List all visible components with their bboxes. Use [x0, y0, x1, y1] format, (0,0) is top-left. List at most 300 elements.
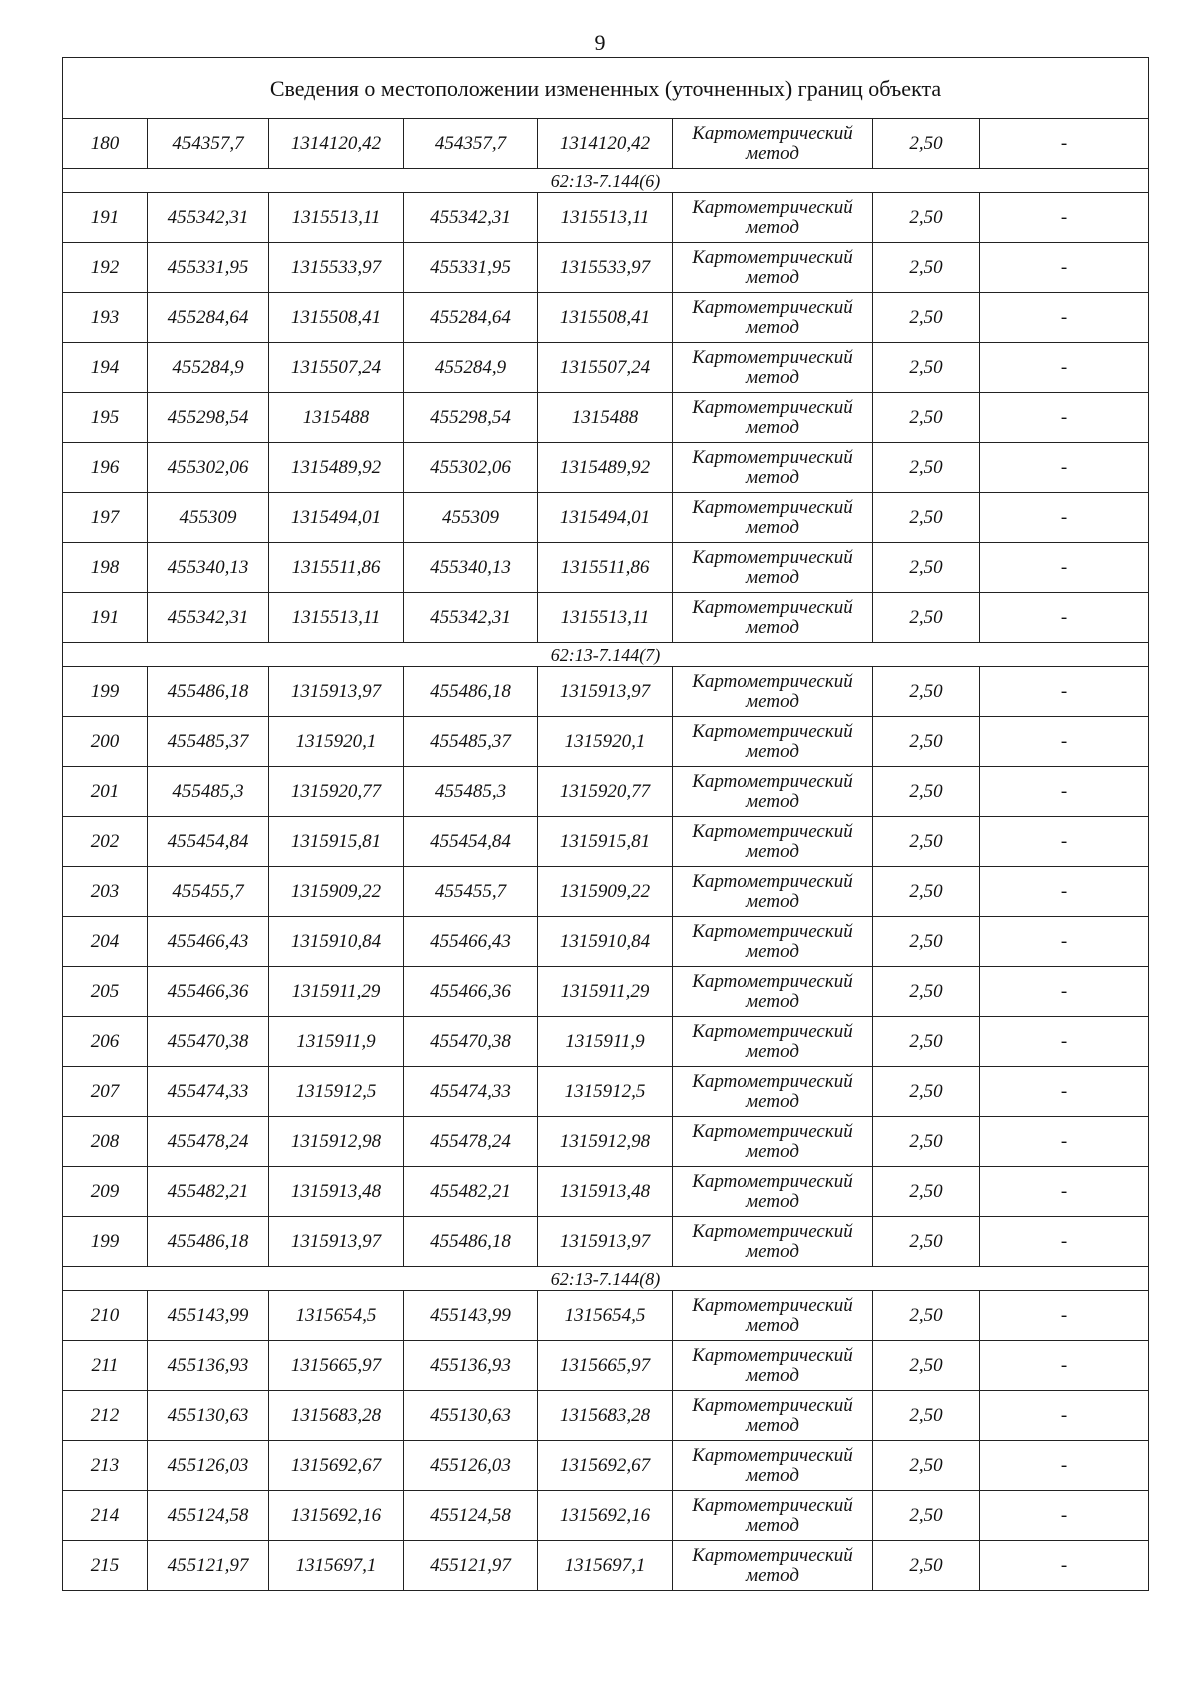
- table-row: [63, 119, 1149, 169]
- y-refined-cell: 1315911,9: [538, 1017, 673, 1067]
- x-existing-cell: 455284,64: [148, 293, 269, 343]
- x-refined-cell: 455485,3: [404, 767, 538, 817]
- description-cell: -: [980, 917, 1149, 967]
- description-cell: -: [980, 119, 1149, 169]
- table-row: [63, 1067, 1149, 1117]
- x-refined-cell: 454357,7: [404, 119, 538, 169]
- y-existing-cell: 1315915,81: [269, 817, 404, 867]
- point-number-cell: 208: [63, 1117, 148, 1167]
- x-refined-cell: 455342,31: [404, 593, 538, 643]
- description-cell: -: [980, 543, 1149, 593]
- y-refined-cell: 1315494,01: [538, 493, 673, 543]
- method-line-1: Картометрический: [692, 670, 853, 692]
- description-cell: -: [980, 443, 1149, 493]
- point-number-cell: 199: [63, 1217, 148, 1267]
- table-row: [63, 967, 1149, 1017]
- method-cell: [673, 1541, 873, 1591]
- y-existing-cell: 1315683,28: [269, 1391, 404, 1441]
- point-number-cell: 202: [63, 817, 148, 867]
- description-cell: -: [980, 767, 1149, 817]
- x-existing-cell: 455126,03: [148, 1441, 269, 1491]
- x-existing-cell: 455470,38: [148, 1017, 269, 1067]
- x-existing-cell: 455130,63: [148, 1391, 269, 1441]
- method-line-1: Картометрический: [692, 1170, 853, 1192]
- x-refined-cell: 455485,37: [404, 717, 538, 767]
- method-line-2: метод: [746, 616, 799, 638]
- method-cell: [673, 493, 873, 543]
- description-cell: -: [980, 1217, 1149, 1267]
- point-number-cell: 215: [63, 1541, 148, 1591]
- section-label: 62:13-7.144(8): [63, 1267, 1149, 1291]
- y-refined-cell: 1315513,11: [538, 193, 673, 243]
- y-refined-cell: 1315909,22: [538, 867, 673, 917]
- table-row: [63, 1117, 1149, 1167]
- y-refined-cell: 1315920,77: [538, 767, 673, 817]
- point-number-cell: 197: [63, 493, 148, 543]
- description-cell: -: [980, 667, 1149, 717]
- x-existing-cell: 455454,84: [148, 817, 269, 867]
- method-line-1: Картометрический: [692, 1070, 853, 1092]
- method-line-1: Картометрический: [692, 1544, 853, 1566]
- point-number-cell: 195: [63, 393, 148, 443]
- x-existing-cell: 455331,95: [148, 243, 269, 293]
- method-line-2: метод: [746, 316, 799, 338]
- x-refined-cell: 455130,63: [404, 1391, 538, 1441]
- method-line-1: Картометрический: [692, 1494, 853, 1516]
- method-line-1: Картометрический: [692, 246, 853, 268]
- description-cell: -: [980, 1391, 1149, 1441]
- accuracy-cell: 2,50: [873, 1441, 980, 1491]
- accuracy-cell: 2,50: [873, 193, 980, 243]
- table-row: [63, 1391, 1149, 1441]
- method-line-2: метод: [746, 790, 799, 812]
- y-existing-cell: 1315910,84: [269, 917, 404, 967]
- point-number-cell: 209: [63, 1167, 148, 1217]
- method-line-1: Картометрический: [692, 496, 853, 518]
- method-line-1: Картометрический: [692, 820, 853, 842]
- method-line-1: Картометрический: [692, 596, 853, 618]
- point-number-cell: 193: [63, 293, 148, 343]
- x-refined-cell: 455454,84: [404, 817, 538, 867]
- y-existing-cell: 1315513,11: [269, 593, 404, 643]
- method-cell: [673, 243, 873, 293]
- y-existing-cell: 1315697,1: [269, 1541, 404, 1591]
- point-number-cell: 211: [63, 1341, 148, 1391]
- y-existing-cell: 1315665,97: [269, 1341, 404, 1391]
- table-row: [63, 717, 1149, 767]
- method-cell: [673, 1441, 873, 1491]
- description-cell: -: [980, 867, 1149, 917]
- y-existing-cell: 1315489,92: [269, 443, 404, 493]
- x-refined-cell: 455126,03: [404, 1441, 538, 1491]
- point-number-cell: 200: [63, 717, 148, 767]
- x-refined-cell: 455466,36: [404, 967, 538, 1017]
- table-row: [63, 1491, 1149, 1541]
- accuracy-cell: 2,50: [873, 1217, 980, 1267]
- accuracy-cell: 2,50: [873, 119, 980, 169]
- y-refined-cell: 1315508,41: [538, 293, 673, 343]
- method-line-2: метод: [746, 466, 799, 488]
- method-line-1: Картометрический: [692, 122, 853, 144]
- x-refined-cell: 455466,43: [404, 917, 538, 967]
- x-refined-cell: 455284,64: [404, 293, 538, 343]
- table-row: [63, 1441, 1149, 1491]
- method-line-1: Картометрический: [692, 1120, 853, 1142]
- description-cell: -: [980, 1341, 1149, 1391]
- x-existing-cell: 455124,58: [148, 1491, 269, 1541]
- coordinates-table: [62, 57, 1149, 1591]
- description-cell: -: [980, 593, 1149, 643]
- method-line-2: метод: [746, 1464, 799, 1486]
- method-line-2: метод: [746, 1090, 799, 1112]
- y-refined-cell: 1315513,11: [538, 593, 673, 643]
- x-refined-cell: 455470,38: [404, 1017, 538, 1067]
- method-line-2: метод: [746, 216, 799, 238]
- table-row: [63, 817, 1149, 867]
- y-refined-cell: 1315911,29: [538, 967, 673, 1017]
- method-cell: [673, 1217, 873, 1267]
- y-refined-cell: 1315511,86: [538, 543, 673, 593]
- x-refined-cell: 455482,21: [404, 1167, 538, 1217]
- accuracy-cell: 2,50: [873, 293, 980, 343]
- y-refined-cell: 1315913,48: [538, 1167, 673, 1217]
- section-row: [63, 643, 1149, 667]
- description-cell: -: [980, 1491, 1149, 1541]
- description-cell: -: [980, 1167, 1149, 1217]
- table-row: [63, 593, 1149, 643]
- x-refined-cell: 455474,33: [404, 1067, 538, 1117]
- x-existing-cell: 455136,93: [148, 1341, 269, 1391]
- y-existing-cell: 1315654,5: [269, 1291, 404, 1341]
- table-row: [63, 1291, 1149, 1341]
- accuracy-cell: 2,50: [873, 867, 980, 917]
- method-cell: [673, 1067, 873, 1117]
- y-existing-cell: 1315508,41: [269, 293, 404, 343]
- y-existing-cell: 1315511,86: [269, 543, 404, 593]
- x-existing-cell: 455485,3: [148, 767, 269, 817]
- method-cell: [673, 867, 873, 917]
- method-line-2: метод: [746, 266, 799, 288]
- x-existing-cell: 455478,24: [148, 1117, 269, 1167]
- accuracy-cell: 2,50: [873, 443, 980, 493]
- method-line-2: метод: [746, 890, 799, 912]
- description-cell: -: [980, 393, 1149, 443]
- point-number-cell: 203: [63, 867, 148, 917]
- method-line-1: Картометрический: [692, 196, 853, 218]
- table-row: [63, 767, 1149, 817]
- accuracy-cell: 2,50: [873, 493, 980, 543]
- method-line-1: Картометрический: [692, 446, 853, 468]
- y-existing-cell: 1315920,77: [269, 767, 404, 817]
- method-cell: [673, 767, 873, 817]
- description-cell: -: [980, 967, 1149, 1017]
- y-refined-cell: 1315692,16: [538, 1491, 673, 1541]
- y-existing-cell: 1315913,97: [269, 667, 404, 717]
- method-cell: [673, 917, 873, 967]
- x-refined-cell: 455455,7: [404, 867, 538, 917]
- x-refined-cell: 455342,31: [404, 193, 538, 243]
- y-existing-cell: 1315692,67: [269, 1441, 404, 1491]
- accuracy-cell: 2,50: [873, 1117, 980, 1167]
- description-cell: -: [980, 243, 1149, 293]
- description-cell: -: [980, 343, 1149, 393]
- method-line-1: Картометрический: [692, 920, 853, 942]
- method-line-1: Картометрический: [692, 1344, 853, 1366]
- accuracy-cell: 2,50: [873, 1067, 980, 1117]
- y-refined-cell: 1315913,97: [538, 1217, 673, 1267]
- y-refined-cell: 1315920,1: [538, 717, 673, 767]
- point-number-cell: 199: [63, 667, 148, 717]
- table-row: [63, 343, 1149, 393]
- method-cell: [673, 1341, 873, 1391]
- x-existing-cell: 455284,9: [148, 343, 269, 393]
- method-line-2: метод: [746, 416, 799, 438]
- method-line-2: метод: [746, 566, 799, 588]
- method-line-1: Картометрический: [692, 870, 853, 892]
- table-row: [63, 393, 1149, 443]
- point-number-cell: 210: [63, 1291, 148, 1341]
- y-refined-cell: 1315507,24: [538, 343, 673, 393]
- x-refined-cell: 455486,18: [404, 667, 538, 717]
- method-line-1: Картометрический: [692, 1020, 853, 1042]
- table-row: [63, 243, 1149, 293]
- accuracy-cell: 2,50: [873, 767, 980, 817]
- y-existing-cell: 1315513,11: [269, 193, 404, 243]
- method-line-1: Картометрический: [692, 396, 853, 418]
- point-number-cell: 196: [63, 443, 148, 493]
- accuracy-cell: 2,50: [873, 1541, 980, 1591]
- method-cell: [673, 443, 873, 493]
- description-cell: -: [980, 1291, 1149, 1341]
- method-line-2: метод: [746, 1564, 799, 1586]
- method-cell: [673, 1117, 873, 1167]
- x-refined-cell: 455143,99: [404, 1291, 538, 1341]
- y-existing-cell: 1315507,24: [269, 343, 404, 393]
- point-number-cell: 212: [63, 1391, 148, 1441]
- accuracy-cell: 2,50: [873, 543, 980, 593]
- method-line-2: метод: [746, 840, 799, 862]
- method-line-2: метод: [746, 1514, 799, 1536]
- y-refined-cell: 1315910,84: [538, 917, 673, 967]
- y-existing-cell: 1315912,5: [269, 1067, 404, 1117]
- x-existing-cell: 455455,7: [148, 867, 269, 917]
- method-cell: [673, 667, 873, 717]
- point-number-cell: 207: [63, 1067, 148, 1117]
- method-cell: [673, 119, 873, 169]
- x-existing-cell: 455486,18: [148, 667, 269, 717]
- method-cell: [673, 1017, 873, 1067]
- method-line-2: метод: [746, 1190, 799, 1212]
- x-existing-cell: 455486,18: [148, 1217, 269, 1267]
- method-line-2: метод: [746, 1414, 799, 1436]
- x-existing-cell: 454357,7: [148, 119, 269, 169]
- accuracy-cell: 2,50: [873, 1291, 980, 1341]
- point-number-cell: 205: [63, 967, 148, 1017]
- y-refined-cell: 1315654,5: [538, 1291, 673, 1341]
- y-refined-cell: 1314120,42: [538, 119, 673, 169]
- x-refined-cell: 455121,97: [404, 1541, 538, 1591]
- x-existing-cell: 455466,36: [148, 967, 269, 1017]
- table-row: [63, 293, 1149, 343]
- point-number-cell: 191: [63, 193, 148, 243]
- x-refined-cell: 455284,9: [404, 343, 538, 393]
- point-number-cell: 201: [63, 767, 148, 817]
- method-line-1: Картометрический: [692, 546, 853, 568]
- accuracy-cell: 2,50: [873, 1341, 980, 1391]
- table-title: Сведения о местоположении измененных (уточненных) границ объекта: [63, 58, 1149, 119]
- method-cell: [673, 817, 873, 867]
- x-existing-cell: 455121,97: [148, 1541, 269, 1591]
- x-refined-cell: 455298,54: [404, 393, 538, 443]
- method-cell: [673, 967, 873, 1017]
- method-line-2: метод: [746, 690, 799, 712]
- method-line-1: Картометрический: [692, 1394, 853, 1416]
- point-number-cell: 191: [63, 593, 148, 643]
- x-existing-cell: 455302,06: [148, 443, 269, 493]
- y-refined-cell: 1315692,67: [538, 1441, 673, 1491]
- method-line-2: метод: [746, 740, 799, 762]
- description-cell: -: [980, 717, 1149, 767]
- method-cell: [673, 593, 873, 643]
- x-existing-cell: 455482,21: [148, 1167, 269, 1217]
- method-line-2: метод: [746, 940, 799, 962]
- y-existing-cell: 1314120,42: [269, 119, 404, 169]
- accuracy-cell: 2,50: [873, 1167, 980, 1217]
- description-cell: -: [980, 493, 1149, 543]
- point-number-cell: 206: [63, 1017, 148, 1067]
- y-existing-cell: 1315494,01: [269, 493, 404, 543]
- y-refined-cell: 1315912,5: [538, 1067, 673, 1117]
- accuracy-cell: 2,50: [873, 1391, 980, 1441]
- section-label: 62:13-7.144(6): [63, 169, 1149, 193]
- point-number-cell: 192: [63, 243, 148, 293]
- x-refined-cell: 455331,95: [404, 243, 538, 293]
- method-cell: [673, 543, 873, 593]
- method-cell: [673, 293, 873, 343]
- point-number-cell: 204: [63, 917, 148, 967]
- y-refined-cell: 1315489,92: [538, 443, 673, 493]
- method-cell: [673, 1167, 873, 1217]
- y-refined-cell: 1315697,1: [538, 1541, 673, 1591]
- table-row: [63, 493, 1149, 543]
- x-existing-cell: 455342,31: [148, 193, 269, 243]
- method-line-2: метод: [746, 1040, 799, 1062]
- x-refined-cell: 455309: [404, 493, 538, 543]
- y-existing-cell: 1315913,97: [269, 1217, 404, 1267]
- method-line-1: Картометрический: [692, 770, 853, 792]
- x-refined-cell: 455478,24: [404, 1117, 538, 1167]
- y-refined-cell: 1315912,98: [538, 1117, 673, 1167]
- accuracy-cell: 2,50: [873, 967, 980, 1017]
- section-row: [63, 1267, 1149, 1291]
- method-line-2: метод: [746, 1314, 799, 1336]
- accuracy-cell: 2,50: [873, 817, 980, 867]
- section-label: 62:13-7.144(7): [63, 643, 1149, 667]
- table-body: [63, 58, 1149, 1591]
- x-existing-cell: 455340,13: [148, 543, 269, 593]
- x-refined-cell: 455302,06: [404, 443, 538, 493]
- point-number-cell: 214: [63, 1491, 148, 1541]
- method-cell: [673, 193, 873, 243]
- x-existing-cell: 455485,37: [148, 717, 269, 767]
- method-cell: [673, 343, 873, 393]
- x-refined-cell: 455124,58: [404, 1491, 538, 1541]
- point-number-cell: 194: [63, 343, 148, 393]
- description-cell: -: [980, 1441, 1149, 1491]
- method-cell: [673, 1491, 873, 1541]
- table-row: [63, 193, 1149, 243]
- description-cell: -: [980, 293, 1149, 343]
- y-existing-cell: 1315911,9: [269, 1017, 404, 1067]
- description-cell: -: [980, 1541, 1149, 1591]
- x-refined-cell: 455136,93: [404, 1341, 538, 1391]
- method-line-2: метод: [746, 1364, 799, 1386]
- y-existing-cell: 1315488: [269, 393, 404, 443]
- y-refined-cell: 1315913,97: [538, 667, 673, 717]
- x-existing-cell: 455143,99: [148, 1291, 269, 1341]
- y-refined-cell: 1315683,28: [538, 1391, 673, 1441]
- description-cell: -: [980, 817, 1149, 867]
- table-row: [63, 1341, 1149, 1391]
- method-line-1: Картометрический: [692, 1444, 853, 1466]
- description-cell: -: [980, 1017, 1149, 1067]
- point-number-cell: 213: [63, 1441, 148, 1491]
- y-existing-cell: 1315913,48: [269, 1167, 404, 1217]
- table-row: [63, 1017, 1149, 1067]
- method-cell: [673, 717, 873, 767]
- section-row: [63, 169, 1149, 193]
- table-row: [63, 1541, 1149, 1591]
- x-existing-cell: 455298,54: [148, 393, 269, 443]
- table-row: [63, 1167, 1149, 1217]
- x-existing-cell: 455342,31: [148, 593, 269, 643]
- accuracy-cell: 2,50: [873, 1017, 980, 1067]
- method-line-1: Картометрический: [692, 1220, 853, 1242]
- method-line-1: Картометрический: [692, 720, 853, 742]
- y-existing-cell: 1315692,16: [269, 1491, 404, 1541]
- accuracy-cell: 2,50: [873, 917, 980, 967]
- method-line-1: Картометрический: [692, 296, 853, 318]
- table-row: [63, 867, 1149, 917]
- method-line-2: метод: [746, 516, 799, 538]
- y-existing-cell: 1315533,97: [269, 243, 404, 293]
- method-cell: [673, 1291, 873, 1341]
- accuracy-cell: 2,50: [873, 393, 980, 443]
- description-cell: -: [980, 1067, 1149, 1117]
- method-line-2: метод: [746, 1240, 799, 1262]
- method-line-2: метод: [746, 1140, 799, 1162]
- method-cell: [673, 1391, 873, 1441]
- y-refined-cell: 1315915,81: [538, 817, 673, 867]
- x-existing-cell: 455474,33: [148, 1067, 269, 1117]
- x-refined-cell: 455340,13: [404, 543, 538, 593]
- accuracy-cell: 2,50: [873, 667, 980, 717]
- accuracy-cell: 2,50: [873, 1491, 980, 1541]
- accuracy-cell: 2,50: [873, 717, 980, 767]
- point-number-cell: 198: [63, 543, 148, 593]
- y-existing-cell: 1315912,98: [269, 1117, 404, 1167]
- method-line-2: метод: [746, 366, 799, 388]
- method-cell: [673, 393, 873, 443]
- table-row: [63, 667, 1149, 717]
- y-existing-cell: 1315909,22: [269, 867, 404, 917]
- table-row: [63, 543, 1149, 593]
- x-existing-cell: 455466,43: [148, 917, 269, 967]
- method-line-1: Картометрический: [692, 346, 853, 368]
- y-existing-cell: 1315920,1: [269, 717, 404, 767]
- x-refined-cell: 455486,18: [404, 1217, 538, 1267]
- table-row: [63, 917, 1149, 967]
